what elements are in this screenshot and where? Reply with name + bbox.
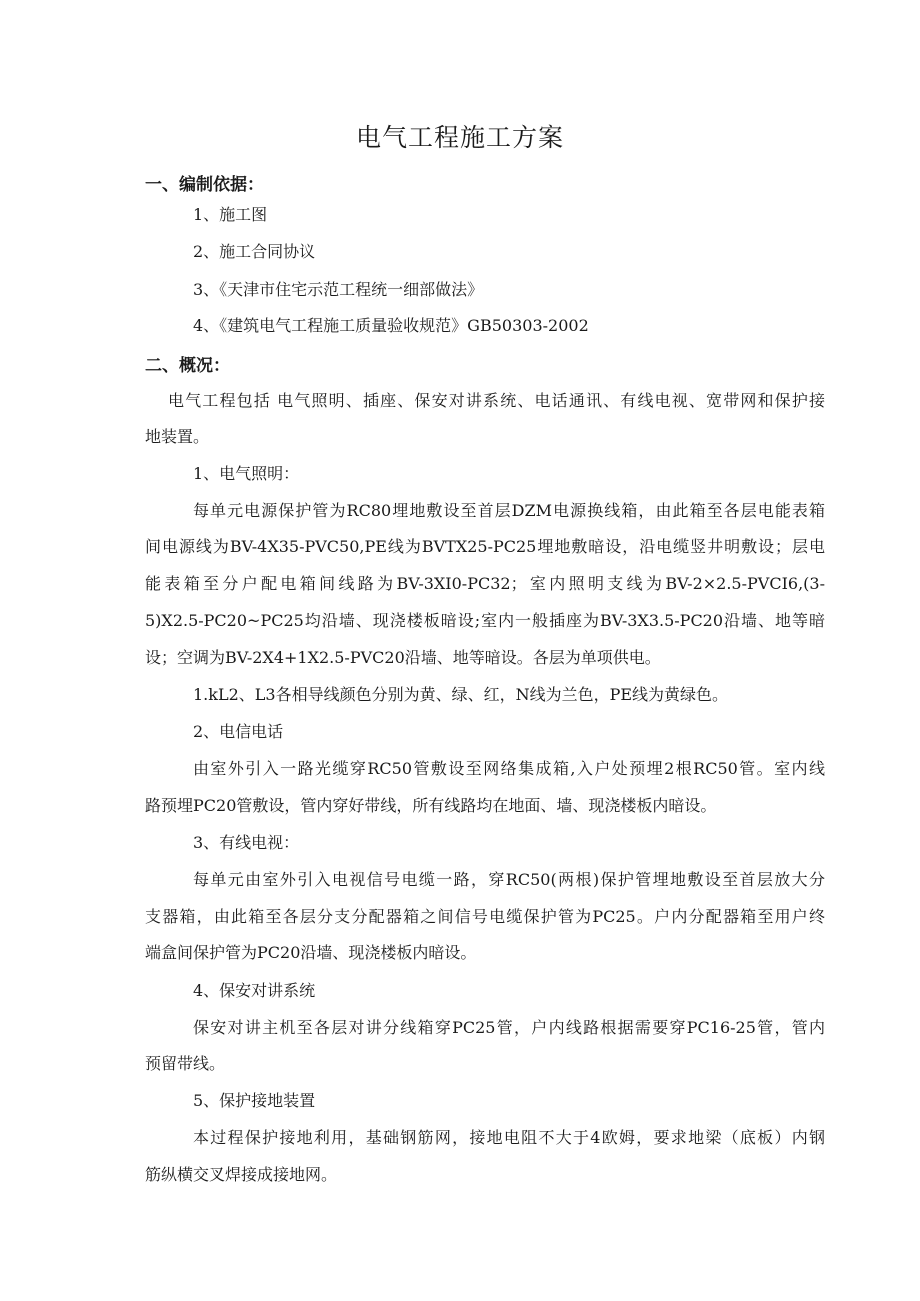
overview-intro-line: 地装置。 [145,427,210,446]
lighting-line: 设；空调为BV-2X4+1X2.5-PVC20沿墙、地等暗设。各层为单项供电。 [145,648,661,667]
subheading-lighting: 1、电气照明： [193,464,300,483]
basis-item: 3、《天津市住宅示范工程统一细部做法》 [193,280,484,299]
catv-line: 端盒间保护管为PC20沿墙、现浇楼板内暗设。 [145,943,477,962]
grounding-line: 筋纵横交叉焊接成接地网。 [145,1165,338,1184]
lighting-line: 间电源线为BV-4X35-PVC50,PE线为BVTX25-PC25埋地敷暗设，沿电缆竖井明敷设；层电 [145,537,825,556]
basis-item: 4、《建筑电气工程施工质量验收规范》GB50303-2002 [193,316,589,335]
telecom-line: 由室外引入一路光缆穿RC50管敷设至网络集成箱,入户处预埋2根RC50管。室内线 [193,759,825,778]
lighting-line: 每单元电源保护管为RC80埋地敷设至首层DZM电源换线箱，由此箱至各层电能表箱 [193,501,825,520]
document-title: 电气工程施工方案 [355,123,564,152]
lighting-note: 1.kL2、L3各相导线颜色分别为黄、绿、红，N线为兰色，PE线为黄绿色。 [193,685,729,704]
intercom-line: 预留带线。 [145,1054,226,1073]
subheading-intercom: 4、保安对讲系统 [193,981,316,1000]
overview-intro-line: 电气工程包括 电气照明、插座、保安对讲系统、电话通讯、有线电视、宽带网和保护接 [168,391,825,410]
section-heading-basis: 一、编制依据： [145,175,264,195]
subheading-telecom: 2、电信电话 [193,722,284,741]
lighting-line: 5)X2.5-PC20~PC25均沿墙、现浇楼板暗设;室内一般插座为BV-3X3.5-PC20沿墙、地等暗 [145,611,825,630]
intercom-line: 保安对讲主机至各层对讲分线箱穿PC25管，户内线路根据需要穿PC16-25管，管内 [193,1018,825,1037]
lighting-line: 能表箱至分户配电箱间线路为BV-3XI0-PC32；室内照明支线为BV-2×2.5-PVCI6,(3- [145,574,825,593]
catv-line: 支器箱，由此箱至各层分支分配器箱之间信号电缆保护管为PC25。户内分配器箱至用户终 [145,907,825,926]
subheading-catv: 3、有线电视： [193,833,300,852]
basis-item: 2、施工合同协议 [193,242,316,261]
section-heading-overview: 二、概况： [145,356,230,376]
catv-line: 每单元由室外引入电视信号电缆一路，穿RC50(两根)保护管埋地敷设至首层放大分 [193,870,825,889]
subheading-grounding: 5、保护接地装置 [193,1091,316,1110]
telecom-line: 路预埋PC20管敷设，管内穿好带线，所有线路均在地面、墙、现浇楼板内暗设。 [145,796,717,815]
grounding-line: 本过程保护接地利用，基础钢筋网，接地电阻不大于4欧姆，要求地梁（底板）内钢 [193,1128,825,1147]
basis-item: 1、施工图 [193,205,268,224]
